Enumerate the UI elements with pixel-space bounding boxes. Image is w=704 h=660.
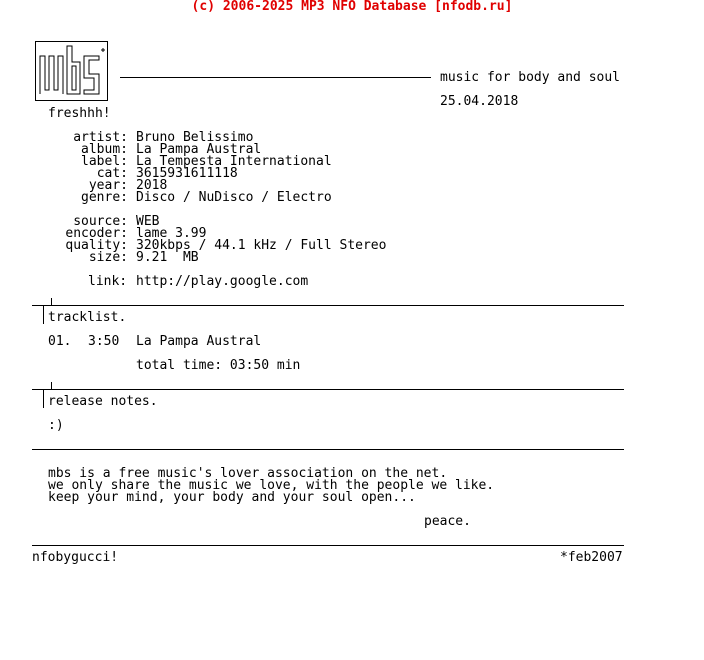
info-label: size: [88,250,128,265]
footer-rule-bottom [32,545,624,546]
info-value: 320kbps / 44.1 kHz / Full Stereo [136,238,387,253]
track-number: 01. [48,334,72,349]
link-label: link: [88,274,128,289]
track-time: 3:50 [88,334,120,349]
info-label: genre: [81,190,128,205]
info-label: artist: [73,130,128,145]
info-value: 9.21 MB [136,250,199,265]
info-label: quality: [65,238,128,253]
tracklist-bracket-left [43,306,44,324]
info-label: label: [81,154,128,169]
peace-text: peace. [424,514,471,529]
info-value: La Tempesta International [136,154,332,169]
header-rule [120,77,431,78]
track-title: La Pampa Austral [136,334,262,349]
notes-heading: release notes. [48,394,158,409]
info-label: album: [81,142,128,157]
info-label: cat: [96,166,128,181]
info-label: year: [88,178,128,193]
tracklist-rule [32,305,624,306]
tagline: music for body and soul [440,70,621,85]
credit-text: nfobygucci! [32,550,119,565]
info-value: La Pampa Austral [136,142,262,157]
mbs-logo-icon [36,42,107,100]
release-date: 25.04.2018 [440,94,519,109]
mbs-logo [35,41,108,101]
total-time: total time: 03:50 min [136,358,301,373]
notes-bracket-left [43,390,44,408]
info-value: Disco / NuDisco / Electro [136,190,332,205]
notes-rule [32,389,624,390]
tracklist-bracket-tick [51,298,52,305]
tracklist-heading: tracklist. [48,310,127,325]
info-value: 3615931611118 [136,166,238,181]
footer-line: mbs is a free music's lover association on the net. [48,466,448,481]
notes-bracket-tick [51,382,52,389]
footer-line: we only share the music we love, with the people we like. [48,478,495,493]
info-value: lame 3.99 [136,226,207,241]
info-value: WEB [136,214,160,229]
footer-line: keep your mind, your body and your soul open... [48,490,416,505]
footer-rule-top [32,449,624,450]
intro-text: freshhh! [48,106,111,121]
site-banner: (c) 2006-2025 MP3 NFO Database [nfodb.ru] [191,0,513,14]
info-label: source: [73,214,128,229]
notes-text: :) [48,418,64,433]
info-value: Bruno Belissimo [136,130,254,145]
info-value: 2018 [136,178,168,193]
info-label: encoder: [65,226,128,241]
since-text: *feb2007 [560,550,623,565]
link-value[interactable]: http://play.google.com [136,274,309,289]
